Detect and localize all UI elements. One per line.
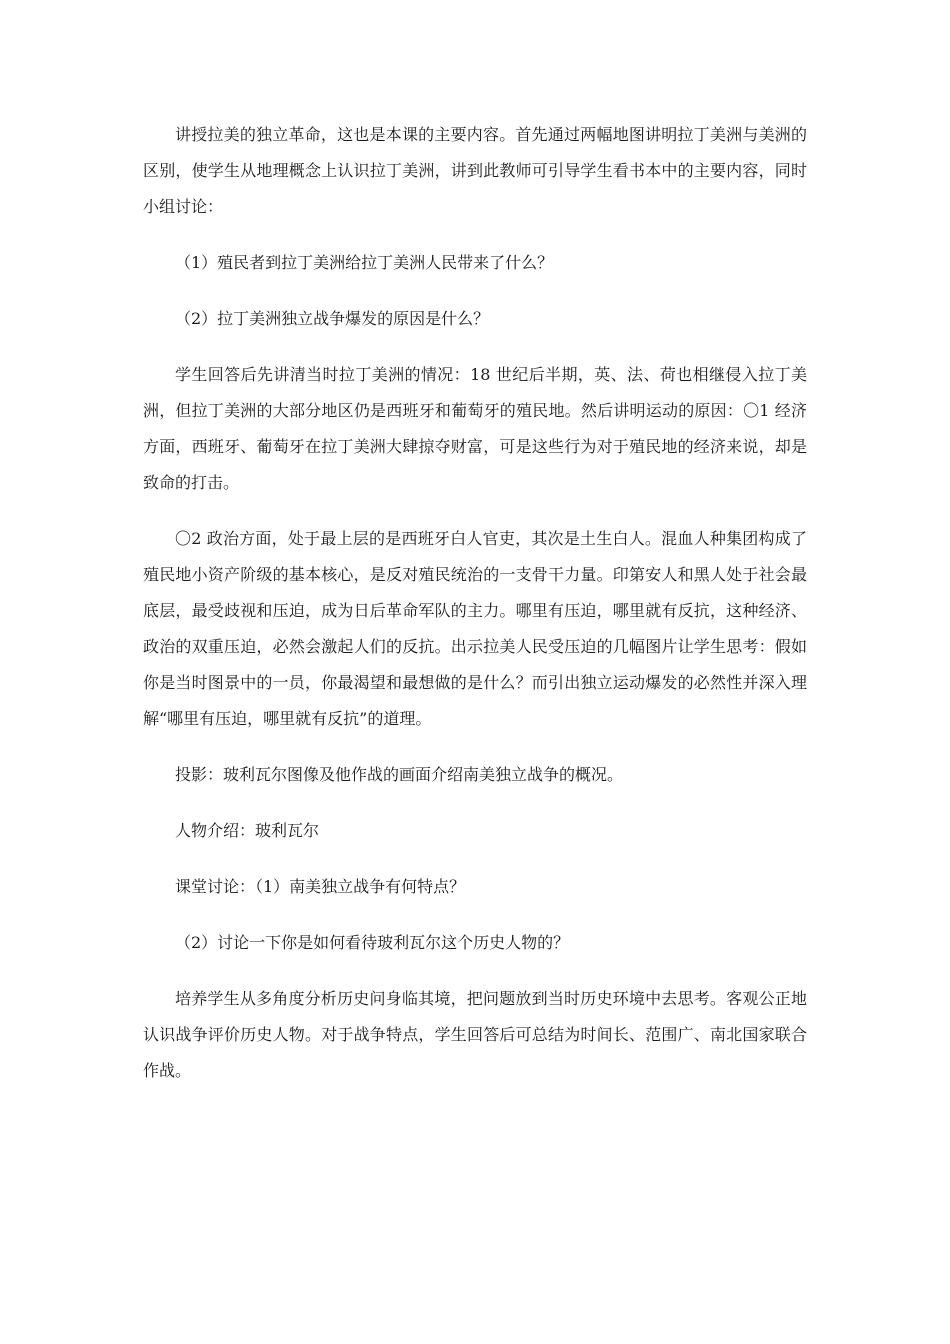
paragraph-gap	[143, 281, 807, 301]
paragraph-question-1: （1）殖民者到拉丁美洲给拉丁美洲人民带来了什么？	[175, 253, 554, 272]
paragraph-gap	[143, 793, 807, 813]
paragraph-question-2: （2）拉丁美洲独立战争爆发的原因是什么？	[175, 309, 490, 328]
paragraph-gap	[143, 961, 807, 981]
paragraph-projection: 投影：玻利瓦尔图像及他作战的画面介绍南美独立战争的概况。	[175, 765, 624, 784]
paragraph-gap	[143, 337, 807, 357]
paragraph-gap	[143, 501, 807, 521]
paragraph-gap	[143, 849, 807, 869]
paragraph-gap	[143, 225, 807, 245]
paragraph-discussion-2: （2）讨论一下你是如何看待玻利瓦尔这个历史人物的？	[175, 933, 570, 952]
paragraph-intro: 讲授拉美的独立革命，这也是本课的主要内容。首先通过两幅地图讲明拉丁美洲与美洲的区别，使学生从地理概念上认识拉丁美洲，讲到此教师可引导学生看书本中的主要内容，同时小组讨论：	[143, 125, 807, 216]
paragraph-gap	[143, 737, 807, 757]
paragraph-background: 学生回答后先讲清当时拉丁美洲的情况：18 世纪后半期，英、法、荷也相继侵入拉丁美洲，但拉丁美洲的大部分地区仍是西班牙和葡萄牙的殖民地。然后讲明运动的原因：〇1 经济方面，西班牙、葡萄牙在拉丁美洲大肆掠夺财富，可是这些行为对于殖民地的经济来说，却是致命的打击。	[143, 365, 807, 492]
paragraph-gap	[143, 905, 807, 925]
paragraph-political: 〇2 政治方面，处于最上层的是西班牙白人官吏，其次是土生白人。混血人种集团构成了殖民地小资产阶级的基本核心，是反对殖民统治的一支骨干力量。印第安人和黑人处于社会最底层，最受歧视和压迫，成为日后革命军队的主力。哪里有压迫，哪里就有反抗，这种经济、政治的双重压迫，必然会激起人们的反抗。出示拉美人民受压迫的几幅图片让学生思考：假如你是当时图景中的一员，你最渴望和最想做的是什么？而引出独立运动爆发的必然性并深入理解“哪里有压迫，哪里就有反抗”的道理。	[143, 529, 807, 728]
paragraph-discussion-1: 课堂讨论：（1）南美独立战争有何特点？	[175, 877, 466, 896]
paragraph-conclusion: 培养学生从多角度分析历史问身临其境，把问题放到当时历史环境中去思考。客观公正地认识战争评价历史人物。对于战争特点，学生回答后可总结为时间长、范围广、南北国家联合作战。	[143, 989, 807, 1080]
document-body	[143, 117, 807, 1089]
paragraph-person-intro: 人物介绍：玻利瓦尔	[175, 821, 320, 840]
